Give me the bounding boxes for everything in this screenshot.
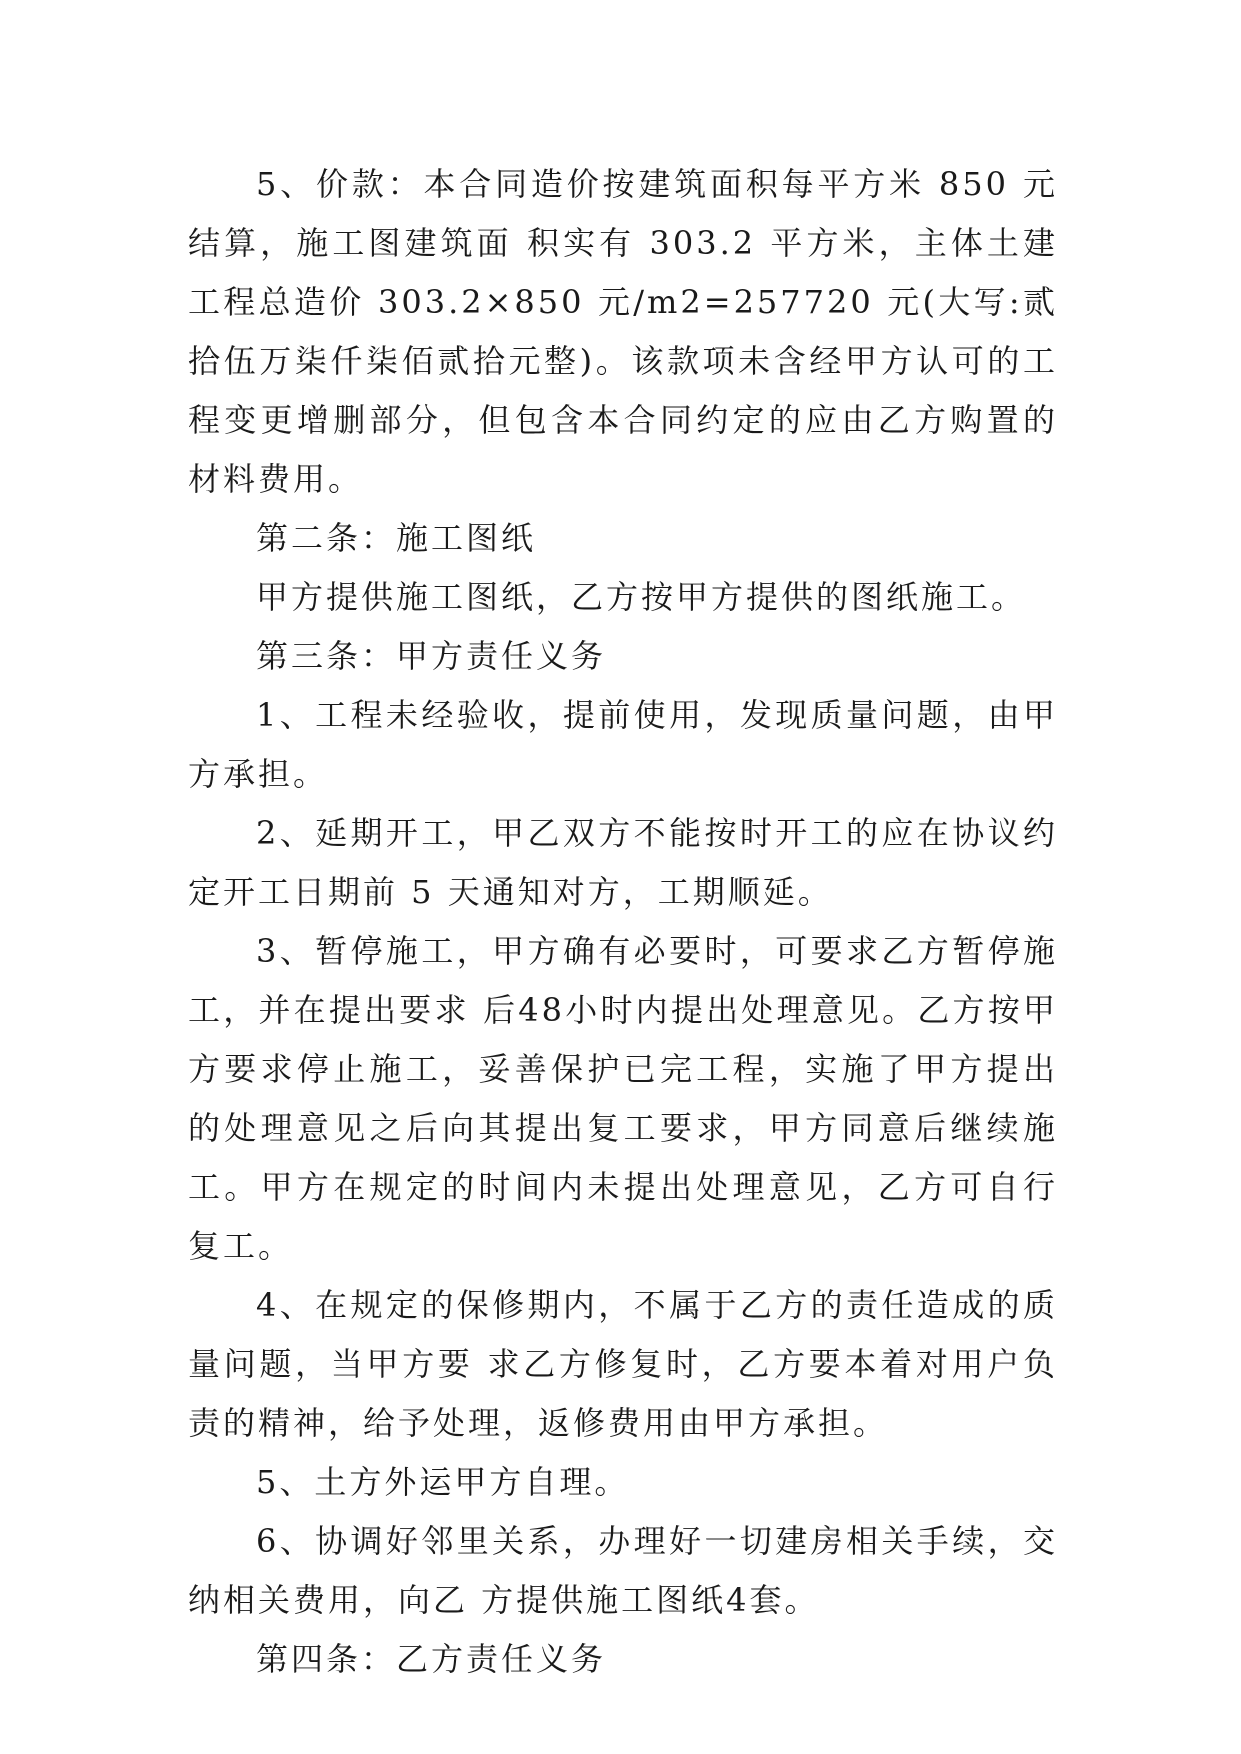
paragraph-party-a-duty-3: 3、暂停施工，甲方确有必要时，可要求乙方暂停施工，并在提出要求 后48小时内提出处理意见。乙方按甲方要求停止施工，妥善保护已完工程，实施了甲方提出的处理意见之后向其提出复工要求，甲方同意后继续施工。甲方在规定的时间内未提出处理意见，乙方可自行复工。 [188, 932, 1058, 1265]
paragraph-party-a-duty-4: 4、在规定的保修期内，不属于乙方的责任造成的质量问题，当甲方要 求乙方修复时，乙方要本着对用户负责的精神，给予处理，返修费用由甲方承担。 [188, 1286, 1058, 1442]
paragraph-party-a-duty-6: 6、协调好邻里关系，办理好一切建房相关手续，交纳相关费用，向乙 方提供施工图纸4套。 [188, 1522, 1058, 1619]
paragraph-party-a-duty-2: 2、延期开工，甲乙双方不能按时开工的应在协议约定开工日期前 5 天通知对方，工期顺延。 [188, 814, 1058, 911]
document-body [188, 155, 1058, 1689]
heading-article-2: 第二条：施工图纸 [256, 519, 537, 557]
paragraph-drawings: 甲方提供施工图纸，乙方按甲方提供的图纸施工。 [256, 578, 1027, 616]
paragraph-party-a-duty-5: 5、土方外运甲方自理。 [256, 1463, 630, 1501]
paragraph-price-clause: 5、价款：本合同造价按建筑面积每平方米 850 元结算，施工图建筑面 积实有 303.2 平方米，主体土建工程总造价 303.2×850 元/m2=257720 元(大写:贰拾伍万柒仟柒佰贰拾元整)。该款项未含经甲方认可的工程变更增删部分，但包含本合同约定的应由乙方购置的材料费用。 [188, 165, 1058, 498]
heading-article-4: 第四条：乙方责任义务 [256, 1640, 607, 1678]
heading-article-3: 第三条：甲方责任义务 [256, 637, 607, 675]
paragraph-party-a-duty-1: 1、工程未经验收，提前使用，发现质量问题，由甲方承担。 [188, 696, 1058, 793]
